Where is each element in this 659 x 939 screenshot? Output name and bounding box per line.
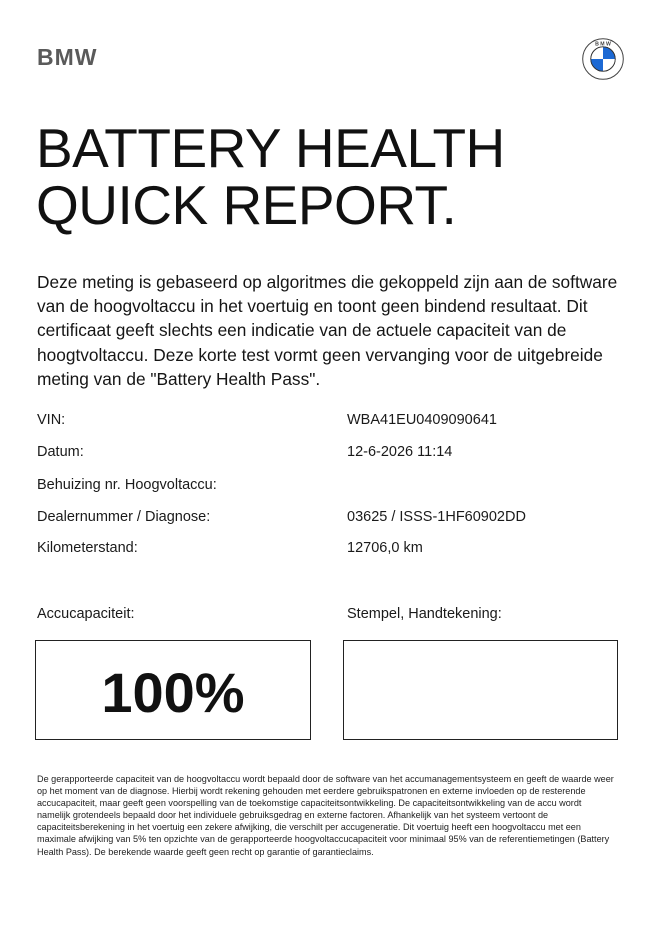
stamp-label: Stempel, Handtekening: <box>347 606 502 622</box>
logo-lettering: B M W <box>595 41 611 48</box>
field-label: Kilometerstand: <box>37 540 138 556</box>
title-line-2: QUICK REPORT. <box>36 174 457 236</box>
field-value: WBA41EU0409090641 <box>347 412 497 428</box>
field-label: Behuizing nr. Hoogvoltaccu: <box>37 477 217 493</box>
brand-wordmark: BMW <box>37 44 98 70</box>
field-row-datum <box>37 444 453 460</box>
intro-paragraph: Deze meting is gebaseerd op algoritmes die gekoppeld zijn aan de software van de hoogvoltaccu in het voertuig en toont geen bindend resultaat. Dit certificaat geeft slechts een indicatie van de actuele capaciteit van de hoogtvoltaccu. Deze korte test vormt geen vervanging voor de uitgebreide meting van de "Battery Health Pass". <box>37 272 618 389</box>
title-line-1: BATTERY HEALTH <box>36 117 505 179</box>
field-row-vin <box>37 412 497 428</box>
field-row-behuizing <box>37 477 217 493</box>
page-title <box>36 117 505 236</box>
stamp-signature-box <box>343 640 618 740</box>
field-label: Datum: <box>37 444 84 460</box>
field-label: VIN: <box>37 412 66 428</box>
field-row-dealernummer <box>37 509 526 525</box>
capacity-box <box>35 640 311 740</box>
capacity-value: 100% <box>101 661 245 724</box>
field-row-kilometerstand <box>37 540 423 556</box>
field-value: 12706,0 km <box>347 540 423 556</box>
bmw-roundel-logo <box>582 38 624 80</box>
disclaimer-text: De gerapporteerde capaciteit van de hoogvoltaccu wordt bepaald door de software van het accumanagementsysteem en geeft de waarde weer op het moment van de diagnose. Hierbij wordt rekening gehouden met eerdere gebruikspatronen en externe invloeden op de resterende accucapaciteit, maar geeft geen voorspelling van de toekomstige capaciteitsontwikkeling. De capaciteitsontwikkeling van de accu wordt namelijk grotendeels bepaald door het individuele gebruiksgedrag en externe factoren. Afhankelijk van het systeem vertoont de capaciteitsberekening in het voertuig een zekere afwijking, die verschilt per accugeneratie. Dit voertuig heeft een hoogvoltaccu met een maximale afwijking van 5% ten opzichte van de gerapporteerde hoogvoltaccucapaciteit voor minimaal 95% van de referentiemetingen (Battery Health Pass). De berekende waarde geeft geen recht op garantie of garantieclaims. <box>37 774 614 857</box>
capacity-label: Accucapaciteit: <box>37 606 135 622</box>
field-label: Dealernummer / Diagnose: <box>37 509 211 525</box>
field-value: 03625 / ISSS-1HF60902DD <box>347 509 526 525</box>
field-value: 12-6-2026 11:14 <box>347 444 453 460</box>
